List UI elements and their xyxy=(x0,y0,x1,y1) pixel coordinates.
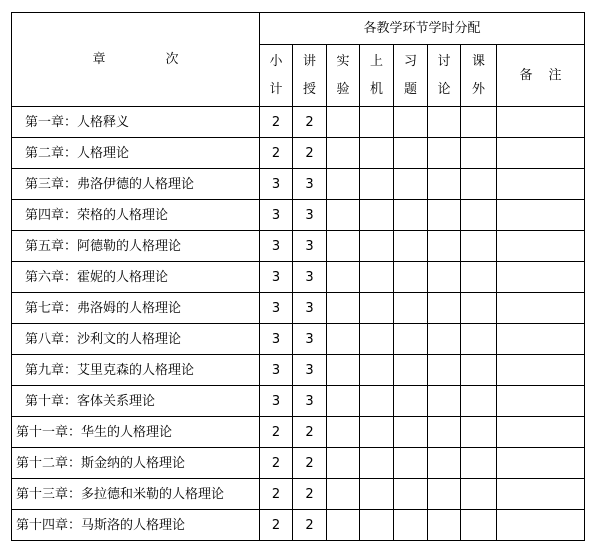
subtotal-cell: 3 xyxy=(260,231,293,262)
empty-cell xyxy=(360,200,394,231)
lecture-cell: 2 xyxy=(293,417,327,448)
empty-cell xyxy=(428,386,461,417)
empty-cell xyxy=(394,448,428,479)
empty-cell xyxy=(360,262,394,293)
header-col-remarks: 备 注 xyxy=(497,45,585,107)
lecture-cell: 2 xyxy=(293,510,327,541)
remarks-cell xyxy=(497,138,585,169)
chapter-cell: 第九章：艾里克森的人格理论 xyxy=(12,355,260,386)
empty-cell xyxy=(360,510,394,541)
empty-cell xyxy=(461,200,497,231)
empty-cell xyxy=(327,138,360,169)
remarks-cell xyxy=(497,231,585,262)
table-row xyxy=(12,169,585,200)
header-col-computer: 上 机 xyxy=(360,45,394,107)
chapter-cell: 第十一章：华生的人格理论 xyxy=(12,417,260,448)
empty-cell xyxy=(394,138,428,169)
empty-cell xyxy=(327,262,360,293)
subtotal-cell: 2 xyxy=(260,417,293,448)
empty-cell xyxy=(327,293,360,324)
chapter-cell: 第三章：弗洛伊德的人格理论 xyxy=(12,169,260,200)
empty-cell xyxy=(394,293,428,324)
subtotal-cell: 3 xyxy=(260,386,293,417)
empty-cell xyxy=(327,355,360,386)
table-row xyxy=(12,324,585,355)
lecture-cell: 3 xyxy=(293,262,327,293)
empty-cell xyxy=(360,231,394,262)
table-row xyxy=(12,293,585,324)
table-row xyxy=(12,231,585,262)
empty-cell xyxy=(461,293,497,324)
empty-cell xyxy=(394,200,428,231)
empty-cell xyxy=(461,355,497,386)
empty-cell xyxy=(461,231,497,262)
remarks-cell xyxy=(497,510,585,541)
lecture-cell: 3 xyxy=(293,200,327,231)
empty-cell xyxy=(327,510,360,541)
table-row xyxy=(12,200,585,231)
empty-cell xyxy=(394,107,428,138)
table-row xyxy=(12,138,585,169)
header-col-subtotal: 小 计 xyxy=(260,45,293,107)
lecture-cell: 3 xyxy=(293,293,327,324)
empty-cell xyxy=(327,107,360,138)
header-col-experiment: 实 验 xyxy=(327,45,360,107)
remarks-cell xyxy=(497,479,585,510)
chapter-cell: 第五章：阿德勒的人格理论 xyxy=(12,231,260,262)
header-col-discussion: 讨 论 xyxy=(428,45,461,107)
table-row xyxy=(12,479,585,510)
empty-cell xyxy=(461,262,497,293)
chapter-cell: 第六章：霍妮的人格理论 xyxy=(12,262,260,293)
empty-cell xyxy=(360,107,394,138)
chapter-cell: 第十四章：马斯洛的人格理论 xyxy=(12,510,260,541)
empty-cell xyxy=(428,200,461,231)
header-col-extracurricular: 课 外 xyxy=(461,45,497,107)
subtotal-cell: 2 xyxy=(260,510,293,541)
subtotal-cell: 3 xyxy=(260,200,293,231)
table-row xyxy=(12,448,585,479)
header-group-title: 各教学环节学时分配 xyxy=(260,13,585,45)
header-chapter-label: 章 次 xyxy=(92,52,179,67)
empty-cell xyxy=(394,324,428,355)
chapter-cell: 第八章：沙利文的人格理论 xyxy=(12,324,260,355)
hours-allocation-table xyxy=(11,12,585,541)
subtotal-cell: 3 xyxy=(260,324,293,355)
empty-cell xyxy=(461,510,497,541)
subtotal-cell: 2 xyxy=(260,448,293,479)
empty-cell xyxy=(428,355,461,386)
empty-cell xyxy=(461,479,497,510)
chapter-cell: 第四章：荣格的人格理论 xyxy=(12,200,260,231)
header-chapter-cell xyxy=(12,13,260,107)
subtotal-cell: 2 xyxy=(260,138,293,169)
subtotal-cell: 2 xyxy=(260,479,293,510)
subtotal-cell: 2 xyxy=(260,107,293,138)
table-row xyxy=(12,355,585,386)
remarks-cell xyxy=(497,417,585,448)
remarks-cell xyxy=(497,386,585,417)
empty-cell xyxy=(327,324,360,355)
empty-cell xyxy=(461,324,497,355)
empty-cell xyxy=(428,479,461,510)
empty-cell xyxy=(360,169,394,200)
empty-cell xyxy=(327,231,360,262)
empty-cell xyxy=(394,169,428,200)
empty-cell xyxy=(461,169,497,200)
chapter-cell: 第二章：人格理论 xyxy=(12,138,260,169)
empty-cell xyxy=(360,138,394,169)
empty-cell xyxy=(327,200,360,231)
chapter-cell: 第十二章：斯金纳的人格理论 xyxy=(12,448,260,479)
subtotal-cell: 3 xyxy=(260,262,293,293)
table-row xyxy=(12,107,585,138)
empty-cell xyxy=(428,169,461,200)
remarks-cell xyxy=(497,448,585,479)
empty-cell xyxy=(360,293,394,324)
lecture-cell: 3 xyxy=(293,324,327,355)
remarks-cell xyxy=(497,169,585,200)
page xyxy=(11,12,585,541)
empty-cell xyxy=(360,386,394,417)
empty-cell xyxy=(428,448,461,479)
chapter-cell: 第七章：弗洛姆的人格理论 xyxy=(12,293,260,324)
empty-cell xyxy=(360,355,394,386)
empty-cell xyxy=(461,138,497,169)
empty-cell xyxy=(428,417,461,448)
empty-cell xyxy=(428,138,461,169)
lecture-cell: 3 xyxy=(293,231,327,262)
empty-cell xyxy=(360,324,394,355)
empty-cell xyxy=(394,479,428,510)
empty-cell xyxy=(461,448,497,479)
empty-cell xyxy=(428,324,461,355)
lecture-cell: 2 xyxy=(293,479,327,510)
remarks-cell xyxy=(497,107,585,138)
remarks-cell xyxy=(497,200,585,231)
remarks-cell xyxy=(497,293,585,324)
chapter-cell: 第十三章：多拉德和米勒的人格理论 xyxy=(12,479,260,510)
empty-cell xyxy=(428,510,461,541)
subtotal-cell: 3 xyxy=(260,169,293,200)
empty-cell xyxy=(461,417,497,448)
empty-cell xyxy=(394,510,428,541)
empty-cell xyxy=(360,417,394,448)
subtotal-cell: 3 xyxy=(260,355,293,386)
table-row xyxy=(12,510,585,541)
empty-cell xyxy=(327,386,360,417)
empty-cell xyxy=(394,386,428,417)
lecture-cell: 2 xyxy=(293,107,327,138)
table-row xyxy=(12,386,585,417)
header-col-lecture: 讲 授 xyxy=(293,45,327,107)
empty-cell xyxy=(394,262,428,293)
empty-cell xyxy=(394,417,428,448)
empty-cell xyxy=(327,169,360,200)
table-row xyxy=(12,262,585,293)
empty-cell xyxy=(327,448,360,479)
empty-cell xyxy=(461,386,497,417)
empty-cell xyxy=(360,448,394,479)
empty-cell xyxy=(428,107,461,138)
chapter-cell: 第一章：人格释义 xyxy=(12,107,260,138)
empty-cell xyxy=(428,231,461,262)
empty-cell xyxy=(327,479,360,510)
remarks-cell xyxy=(497,355,585,386)
lecture-cell: 3 xyxy=(293,169,327,200)
header-col-exercises: 习 题 xyxy=(394,45,428,107)
subtotal-cell: 3 xyxy=(260,293,293,324)
empty-cell xyxy=(360,479,394,510)
empty-cell xyxy=(428,262,461,293)
empty-cell xyxy=(461,107,497,138)
lecture-cell: 3 xyxy=(293,386,327,417)
lecture-cell: 3 xyxy=(293,355,327,386)
empty-cell xyxy=(327,417,360,448)
lecture-cell: 2 xyxy=(293,448,327,479)
lecture-cell: 2 xyxy=(293,138,327,169)
empty-cell xyxy=(428,293,461,324)
empty-cell xyxy=(394,355,428,386)
remarks-cell xyxy=(497,324,585,355)
chapter-cell: 第十章：客体关系理论 xyxy=(12,386,260,417)
empty-cell xyxy=(394,231,428,262)
table-row xyxy=(12,417,585,448)
remarks-cell xyxy=(497,262,585,293)
